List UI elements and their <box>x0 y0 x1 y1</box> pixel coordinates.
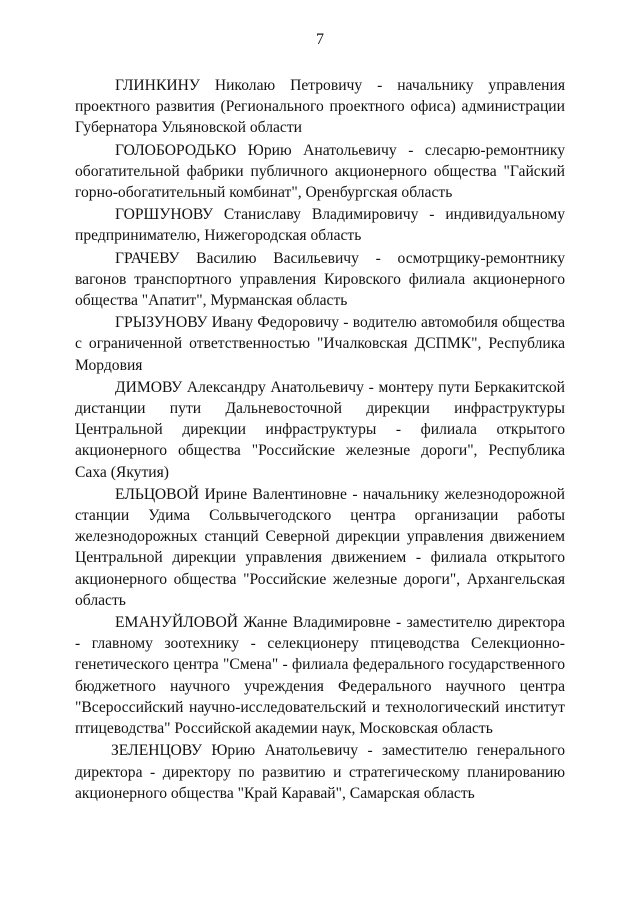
list-item: ГРАЧЕВУ Василию Васильевичу - осмотрщику-ремонтнику вагонов транспортного управления Кировского филиала акционерного общества "Апатит", Мурманская область <box>75 249 565 310</box>
list-item: ГЛИНКИНУ Николаю Петровичу - начальнику управления проектного развития (Регионального проектного офиса) администрации Губернатора Ульяновской области <box>75 77 565 137</box>
award-list <box>75 75 565 805</box>
list-item: ЕМАНУЙЛОВОЙ Жанне Владимировне - заместителю директора - главному зоотехнику - селекционеру птицеводства Селекционно-генетического центра "Смена" - филиала федерального государственного бюджетного научного учреждения Федерального научного центра "Всероссийский научно-исследовательский и технологический институт птицеводства" Российской академии наук, Московская область <box>75 614 565 738</box>
list-item: ЗЕЛЕНЦОВУ Юрию Анатольевичу - заместителю генерального директора - директору по развитию и стратегическому планированию акционерного общества "Край Каравай", Самарская область <box>75 742 565 802</box>
list-item: ГОРШУНОВУ Станиславу Владимировичу - индивидуальному предпринимателю, Нижегородская область <box>75 206 565 245</box>
page-number: 7 <box>316 31 324 48</box>
list-item: ЕЛЬЦОВОЙ Ирине Валентиновне - начальнику железнодорожной станции Удима Сольвычегодского центра организации работы железнодорожных станций Северной дирекции управления движением Центральной дирекции управления движением - филиала открытого акционерного общества "Российские железные дороги", Архангельская область <box>75 485 565 609</box>
list-item: ГОЛОБОРОДЬКО Юрию Анатольевичу - слесарю-ремонтнику обогатительной фабрики публичного акционерного общества "Гайский горно-обогатительный комбинат", Оренбургская область <box>75 141 565 202</box>
list-item: ГРЫЗУНОВУ Ивану Федоровичу - водителю автомобиля общества с ограниченной ответственностью "Ичалковская ДСПМК", Республика Мордовия <box>75 314 565 374</box>
list-item: ДИМОВУ Александру Анатольевичу - монтеру пути Беркакитской дистанции пути Дальневосточной дирекции инфраструктуры Центральной дирекции инфраструктуры - филиала открытого акционерного общества "Российские железные дороги", Республика Саха (Якутия) <box>75 378 565 481</box>
